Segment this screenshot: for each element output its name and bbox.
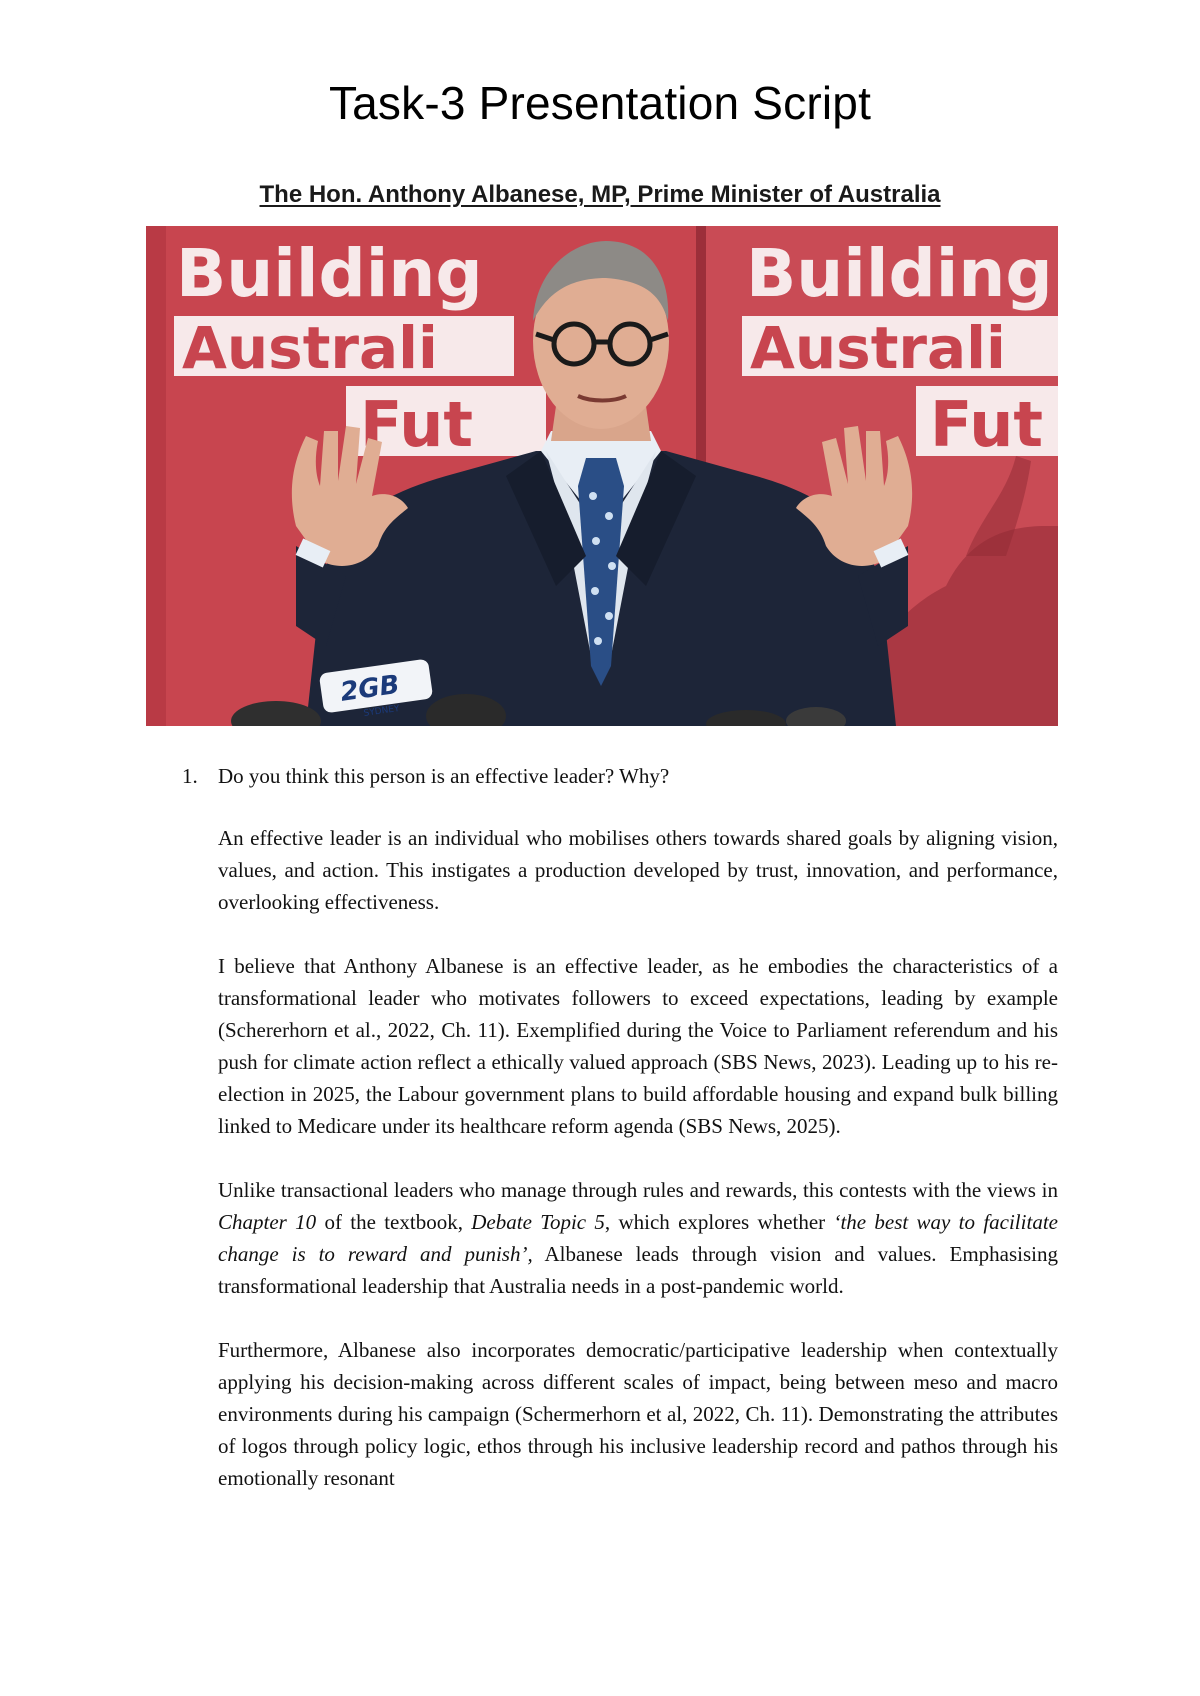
- mic-label: 2GB: [338, 669, 402, 708]
- paragraph-3: [218, 1174, 1058, 1302]
- paragraph-1: An effective leader is an individual who mobilises others towards shared goals by aligning vision, values, and action. This instigates a production developed by trust, innovation, and performance, overlooking effectiveness.: [218, 826, 1058, 914]
- p3-part-e: , which explores whether: [604, 1210, 834, 1234]
- press-conference-photo: [146, 226, 1058, 726]
- paragraph-4: Furthermore, Albanese also incorporates democratic/participative leadership when contextually applying his decision-making across different scales of impact, being between meso and macro environments during his campaign (Schermerhorn et al, 2022, Ch. 11). Demonstrating the attributes of logos through policy logic, ethos through his inclusive leadership record and pathos through his emotionally resonant: [218, 1338, 1058, 1490]
- banner-left-line3: Fut: [360, 388, 474, 461]
- paragraph-2: I believe that Anthony Albanese is an effective leader, as he embodies the characteristics of a transformational leader who motivates followers to exceed expectations, leading by example (Schererhorn et al., 2022, Ch. 11). Exemplified during the Voice to Parliament referendum and his push for climate action reflect a ethically valued approach (SBS News, 2023). Leading up to his re-election in 2025, the Labour government plans to build affordable housing and expand bulk billing linked to Medicare under its healthcare reform agenda (SBS News, 2025).: [218, 954, 1058, 1138]
- banner-right-line3: Fut: [930, 388, 1044, 461]
- p3-debate-topic: Debate Topic 5: [471, 1210, 605, 1234]
- document-body: [182, 760, 1058, 1494]
- banner-right-line1: Building: [746, 235, 1053, 312]
- banner-left-line1: Building: [176, 235, 483, 312]
- p3-part-c: of the textbook,: [316, 1210, 472, 1234]
- question-text: Do you think this person is an effective leader? Why?: [218, 764, 670, 788]
- page-subtitle: The Hon. Anthony Albanese, MP, Prime Minister of Australia: [259, 181, 941, 208]
- p3-quote: ‘the best way to facilitate change is to reward and punish’,: [218, 1210, 1058, 1266]
- question-1: [182, 760, 1058, 792]
- question-number: 1.: [182, 764, 198, 788]
- p3-chapter-ref: Chapter 10: [218, 1210, 317, 1234]
- mic-sublabel: SYDNEY: [363, 704, 401, 719]
- banner-right-line2: Australi: [750, 314, 1006, 382]
- p3-part-a: Unlike transactional leaders who manage through rules and rewards, this contests with the views in: [218, 1178, 1058, 1202]
- p3-part-g: Albanese leads through vision and values. Emphasising transformational leadership that Australia needs in a post-pandemic world.: [218, 1242, 1058, 1298]
- page-title: Task-3 Presentation Script: [328, 77, 872, 129]
- banner-left-line2: Australi: [182, 314, 438, 382]
